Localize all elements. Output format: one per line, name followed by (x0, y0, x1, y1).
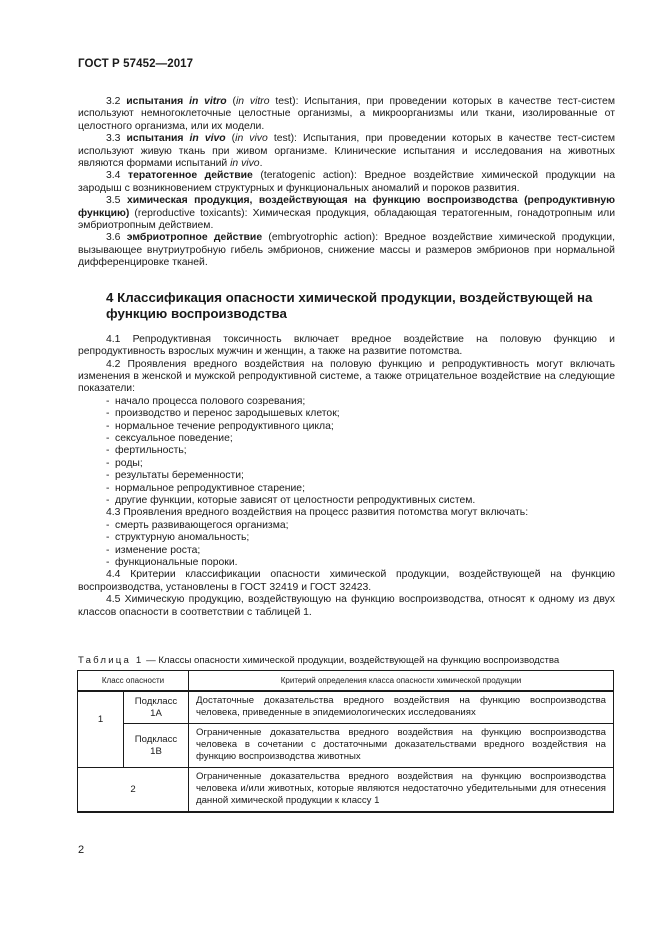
definition-3-2: 3.2 испытания in vitro (in vitro test): Испытания, при проведении которых в качестве тест-систем используют немногоклеточные целостные организмы, а микроорганизмы или ткани, изолированные от целостного организма, или их модели. (78, 96, 615, 132)
definition-3-5: 3.5 химическая продукция, воздействующая на функцию воспроизводства (репродуктивную функцию) (reproductive toxicants): Химическая продукция, обладающая тератогенным, гонадотропным или эмбриотропным действием. (78, 195, 616, 232)
clause-4-2: 4.2 Проявления вредного воздействия на половую функцию и репродуктивность могут включать изменения в женской и мужской репродуктивной системе, а также отрицательное воздействие на следующие показатели: (78, 358, 615, 395)
document-id-header: ГОСТ Р 57452—2017 (78, 58, 194, 70)
clause-number: 3.5 (106, 195, 121, 207)
page-number: 2 (78, 844, 85, 856)
subclass-cell: Подкласс 1А (124, 691, 189, 724)
table-row (78, 724, 614, 768)
list-item: - сексуальное поведение; (106, 432, 233, 444)
reproductive-indicators-list (78, 396, 615, 508)
table-caption: Таблица 1 — Классы опасности химической продукции, воздействующей на функцию воспроизводства (78, 655, 560, 666)
clause-4-4: 4.4 Критерии классификации опасности химической продукции, воздействующей на функцию воспроизводства, установлены в ГОСТ 32419 и ГОСТ 32423. (78, 569, 615, 593)
term: тератогенное действие (128, 170, 253, 182)
definition-text: Вредное воздействие химической продукции, вызывающее внутриутробную гибель эмбрионов, снижение массы и размеров эмбрионов при нормальной дифференцировке тканей. (78, 232, 616, 269)
list-item: - функциональные пороки. (106, 557, 238, 568)
definition-text: Химическая продукция, обладающая тератогенным, гонадотропным или эмбриотропным действием. (78, 207, 616, 232)
list-item: - производство и перенос зародышевых клеток; (106, 408, 340, 420)
definition-text: Испытания, при проведении которых в качестве тест-систем используют немногоклеточные целостные организмы, а микроорганизмы или ткани, изолированные от целостного организма, или их модели. (78, 96, 615, 132)
list-item: - изменение роста; (106, 544, 201, 556)
list-item: - смерть развивающегося организма; (106, 519, 289, 531)
list-item: - роды; (106, 457, 143, 469)
list-item: - другие функции, которые зависят от целостности репродуктивных систем. (106, 494, 476, 506)
term: испытания in vivo (126, 133, 226, 145)
definition-3-3: 3.3 испытания in vivo (in vivo test): Испытания, при проведении которых в качестве тест-систем используют живую ткань при живом организме. Клинические испытания и исследования на животных являются формами испытаний in vivo. (78, 133, 616, 170)
development-effects-list (78, 520, 615, 570)
clause-4-5: 4.5 Химическую продукцию, воздействующую на функцию воспроизводства, относят к одному из двух классов опасности в соответствии с таблицей 1. (78, 594, 615, 618)
criterion-cell: Ограниченные доказательства вредного воздействия на функцию воспроизводства человека и/или животных, которые являются недостаточно убедительными для отнесения данной химической продукции к классу 1 (189, 768, 614, 813)
class-cell: 1 (78, 691, 124, 768)
clause-number: 3.6 (106, 232, 121, 244)
clause-number: 3.4 (106, 170, 121, 182)
table-header-row (78, 671, 614, 692)
definition-text: Вредное воздействие химической продукции на зародыш с возникновением структурных и функциональных аномалий и пороков развития. (78, 170, 616, 194)
clause-4-1: 4.1 Репродуктивная токсичность включает вредное воздействие на половую функцию и репродуктивность взрослых мужчин и женщин, а также на развитие потомства. (78, 333, 615, 358)
clause-number: 3.3 (106, 133, 121, 145)
header-criterion: Критерий определения класса опасности химической продукции (189, 671, 614, 692)
header-hazard-class: Класс опасности (78, 671, 189, 692)
term: химическая продукция, воздействующая на функцию воспроизводства (репродуктивную функцию) (78, 195, 615, 219)
hazard-class-table (77, 670, 614, 813)
clause-number: 3.2 (106, 96, 121, 107)
table-row (78, 768, 614, 813)
term: испытания in vitro (126, 96, 227, 107)
definition-text: Испытания, при проведении которых в качестве тест-систем используют живую ткань при живом организме. Клинические испытания и исследования на животных являются формами испытаний (78, 133, 616, 170)
list-item: - нормальное репродуктивное старение; (106, 482, 305, 494)
definition-3-4: 3.4 тератогенное действие (teratogenic action): Вредное воздействие химической продукции на зародыш с возникновением структурных и функциональных аномалий и пороков развития. (78, 170, 616, 194)
definition-3-6: 3.6 эмбриотропное действие (embryotrophic action): Вредное воздействие химической продукции, вызывающее внутриутробную гибель эмбрионов, снижение массы и размеров эмбрионов при нормальной дифференцировке тканей. (78, 232, 616, 269)
list-item: - начало процесса полового созревания; (106, 395, 306, 407)
section-4-title: 4 Классификация опасности химической продукции, воздействующей на функцию воспроизводства (106, 289, 593, 321)
document-body (78, 96, 615, 619)
table-row (78, 691, 614, 724)
clause-4-3: 4.3 Проявления вредного воздействия на процесс развития потомства могут включать: (106, 507, 529, 519)
list-item: - результаты беременности; (106, 470, 244, 482)
criterion-cell: Достаточные доказательства вредного воздействия на функцию воспроизводства человека, приведенные в эпидемиологических исследованиях (189, 691, 614, 724)
list-item: - нормальное течение репродуктивного цикла; (106, 420, 334, 432)
list-item: - фертильность; (106, 445, 187, 457)
class-cell: 2 (78, 768, 189, 813)
criterion-cell: Ограниченные доказательства вредного воздействия на функцию воспроизводства человека в сочетании с достаточными доказательствами вредного воздействия на функцию воспроизводства животных (189, 724, 614, 768)
subclass-cell: Подкласс 1В (124, 724, 189, 768)
term: эмбриотропное действие (126, 232, 263, 244)
list-item: - структурную аномальность; (106, 532, 250, 544)
